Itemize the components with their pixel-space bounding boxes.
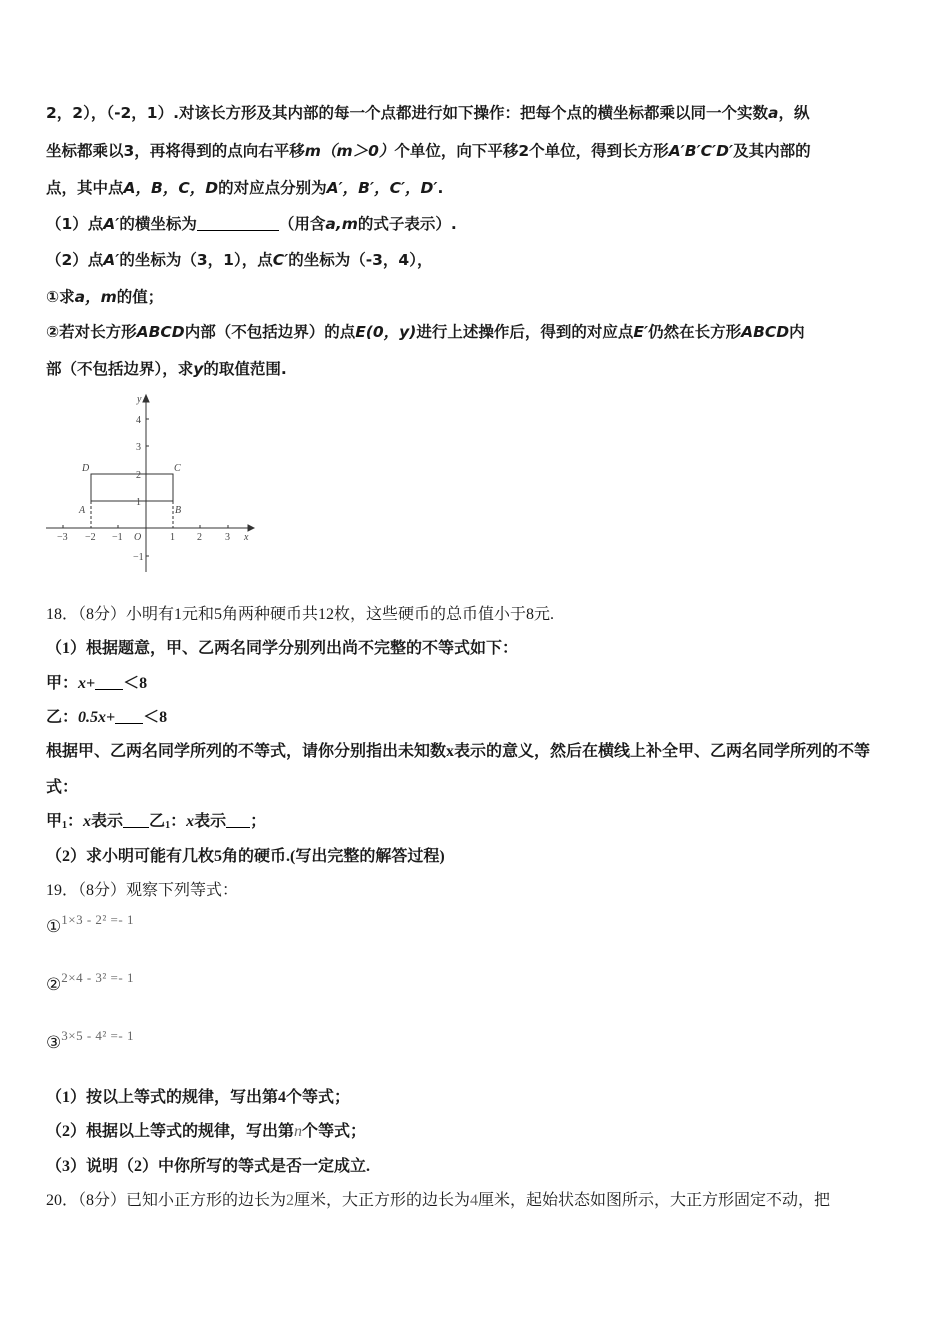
origin-label: O [134, 532, 142, 543]
q17-text: 2，2），（-2，1）.对该长方形及其内部的每一个点都进行如下操作：把每个点的横坐标都乘以同一个实数 [46, 104, 768, 122]
x-tick-label: −3 [57, 532, 68, 543]
q18-yi [46, 704, 167, 727]
q17-text: 的取值范围. [203, 360, 287, 378]
q17-point: E′ [633, 323, 649, 341]
q17-text: 及其内部的 [733, 142, 811, 160]
q17-text: （2）点 [46, 251, 104, 269]
q18-text: 表示 [194, 813, 227, 830]
q19-equation: 1×3 - 2² =- 1 [61, 912, 134, 927]
answer-blank[interactable] [115, 709, 143, 724]
y-axis-arrow [143, 395, 149, 402]
q18-subscript: 1 [165, 820, 171, 831]
q17-text: 的坐标为（3，1），点 [119, 251, 273, 269]
q17-text: . [437, 179, 444, 197]
q19-text: 个等式； [302, 1123, 367, 1140]
q17-line-3 [46, 176, 443, 198]
q17-text: 进行上述操作后，得到的对应点 [416, 323, 634, 341]
q17-part-2 [46, 248, 432, 270]
q17-text: ①求 [46, 288, 75, 306]
x-axis-arrow [248, 525, 254, 531]
y-tick-label: 4 [136, 415, 141, 426]
q20-number: 4 [470, 1192, 479, 1209]
q17-text: 点，其中点 [46, 179, 124, 197]
x-axis-label: x [244, 532, 249, 543]
q17-rect-name: A′B′C′D′ [668, 142, 734, 160]
point-label-c: C [174, 463, 181, 474]
q17-text: 的坐标为（-3，4）， [288, 251, 433, 269]
q17-text: 的横坐标为 [119, 215, 197, 233]
y-tick-label: −1 [133, 552, 144, 563]
q19-text: （1）按以上等式的规律，写出第4个等式； [46, 1089, 351, 1106]
q19-stem [46, 877, 238, 900]
q18-text: （2）求小明可能有几枚5角的硬币.(写出完整的解答过程) [46, 848, 445, 865]
q17-sub-2 [46, 320, 805, 342]
q17-var-m: m [304, 142, 321, 160]
q18-text: 表示 [91, 813, 124, 830]
q17-sub-1 [46, 285, 163, 307]
q17-vars: a，m [74, 288, 117, 306]
q19-marker: ② [46, 975, 62, 995]
q19-equation-3 [46, 1028, 134, 1053]
q18-text: ＜8 [143, 709, 168, 726]
q17-text: 仍然在长方形 [648, 323, 742, 341]
x-tick-label: 1 [170, 532, 175, 543]
q18-part-1 [46, 635, 518, 658]
q19-marker: ③ [46, 1033, 62, 1053]
q18-text: 18．（8分）小明有1元和5角两种硬币共12枚，这些硬币的总币值小于8元. [46, 606, 555, 623]
q17-text: ，纵 [778, 104, 810, 122]
coordinate-figure [40, 392, 260, 577]
q19-var-n: n [294, 1123, 303, 1140]
q18-text: 乙： [46, 709, 79, 726]
q17-text: ②若对长方形 [46, 323, 137, 341]
q18-text: ； [250, 813, 267, 830]
q19-part-3 [46, 1153, 370, 1176]
q19-equation: 3×5 - 4² =- 1 [61, 1028, 134, 1043]
q19-text: 19．（8分）观察下列等式： [46, 882, 239, 899]
q17-condition: （m＞0） [320, 142, 395, 160]
q17-points: A，B，C，D [123, 179, 219, 197]
q17-text: 内 [789, 323, 805, 341]
point-label-b: B [175, 505, 182, 516]
q17-text: 部（不包括边界），求 [46, 360, 194, 378]
q18-var-x: x [186, 813, 195, 830]
q19-equation: 2×4 - 3² =- 1 [61, 970, 134, 985]
q18-meaning [46, 808, 266, 831]
q17-text: 内部（不包括边界）的点 [184, 323, 356, 341]
q17-var-a: a [767, 104, 779, 122]
q17-rect-name: ABCD [136, 323, 185, 341]
answer-blank[interactable] [123, 813, 149, 828]
q18-text: ： [170, 813, 187, 830]
q17-sub-2-cont [46, 357, 287, 379]
q17-text: 坐标都乘以3，再将得到的点向右平移 [46, 142, 305, 160]
q19-equation-2 [46, 970, 134, 995]
q18-instruction-cont [46, 774, 78, 797]
answer-blank[interactable] [197, 216, 279, 231]
q17-text: 的式子表示）. [357, 215, 457, 233]
x-tick-label: 2 [197, 532, 202, 543]
q17-line-2 [46, 139, 811, 161]
q17-point: E(0，y) [355, 323, 417, 341]
q19-part-2 [46, 1118, 366, 1141]
q18-text: ＜8 [123, 675, 148, 692]
q18-var-x: x [83, 813, 92, 830]
q17-text: 的值； [116, 288, 164, 306]
q20-text: 20．（8分）已知小正方形的边长为 [46, 1192, 287, 1209]
q20-number: 2 [286, 1192, 295, 1209]
q18-text: 乙 [149, 813, 166, 830]
q17-point: C′ [272, 251, 289, 269]
q19-equation-1 [46, 912, 134, 937]
q18-text: （1）根据题意，甲、乙两名同学分别列出尚不完整的不等式如下： [46, 640, 519, 657]
q20-stem [46, 1187, 830, 1210]
answer-blank[interactable] [95, 675, 123, 690]
q17-part-1 [46, 212, 457, 234]
q18-expr: x+ [78, 675, 96, 692]
q17-text: 个单位，向下平移2个单位，得到长方形 [394, 142, 669, 160]
answer-blank[interactable] [226, 813, 250, 828]
q20-text: 厘米，大正方形的边长为 [294, 1192, 471, 1209]
q18-instruction [46, 738, 870, 761]
x-tick-label: 3 [225, 532, 230, 543]
q17-line-1 [46, 101, 809, 123]
y-tick-label: 2 [136, 470, 141, 481]
q18-text: ： [67, 813, 84, 830]
q19-part-1 [46, 1084, 350, 1107]
q17-points-prime: A′，B′，C′，D′ [326, 179, 438, 197]
q18-stem [46, 601, 554, 624]
q19-text: （2）根据以上等式的规律，写出第 [46, 1123, 295, 1140]
q17-text: 的对应点分别为 [218, 179, 327, 197]
q19-text: （3）说明（2）中你所写的等式是否一定成立. [46, 1158, 371, 1175]
q18-part-2 [46, 843, 445, 866]
y-axis-label: y [137, 394, 142, 405]
y-tick-label: 3 [136, 442, 141, 453]
q17-vars: a,m [325, 215, 358, 233]
y-tick-label: 1 [136, 497, 141, 508]
q20-text: 厘米，起始状态如图所示，大正方形固定不动，把 [478, 1192, 831, 1209]
point-label-d: D [82, 463, 90, 474]
q17-text: （1）点 [46, 215, 104, 233]
x-tick-label: −2 [85, 532, 96, 543]
q18-text: 式： [46, 779, 79, 796]
x-tick-label: −1 [112, 532, 123, 543]
q17-point: A′ [103, 215, 120, 233]
q18-text: 甲： [46, 675, 79, 692]
q17-text: （用含 [278, 215, 326, 233]
point-label-a: A [79, 505, 86, 516]
q18-expr: 0.5x+ [78, 709, 116, 726]
q18-text: 甲 [46, 813, 63, 830]
q18-jia [46, 670, 147, 693]
q19-marker: ① [46, 917, 62, 937]
q18-text: 根据甲、乙两名同学所列的不等式，请你分别指出未知数x表示的意义，然后在横线上补全甲、乙两名同学所列的不等 [46, 743, 871, 760]
q17-var-y: y [193, 360, 204, 378]
q18-subscript: 1 [62, 820, 68, 831]
rectangle-abcd [91, 474, 173, 501]
q17-point: A′ [103, 251, 120, 269]
q17-rect-name: ABCD [741, 323, 790, 341]
